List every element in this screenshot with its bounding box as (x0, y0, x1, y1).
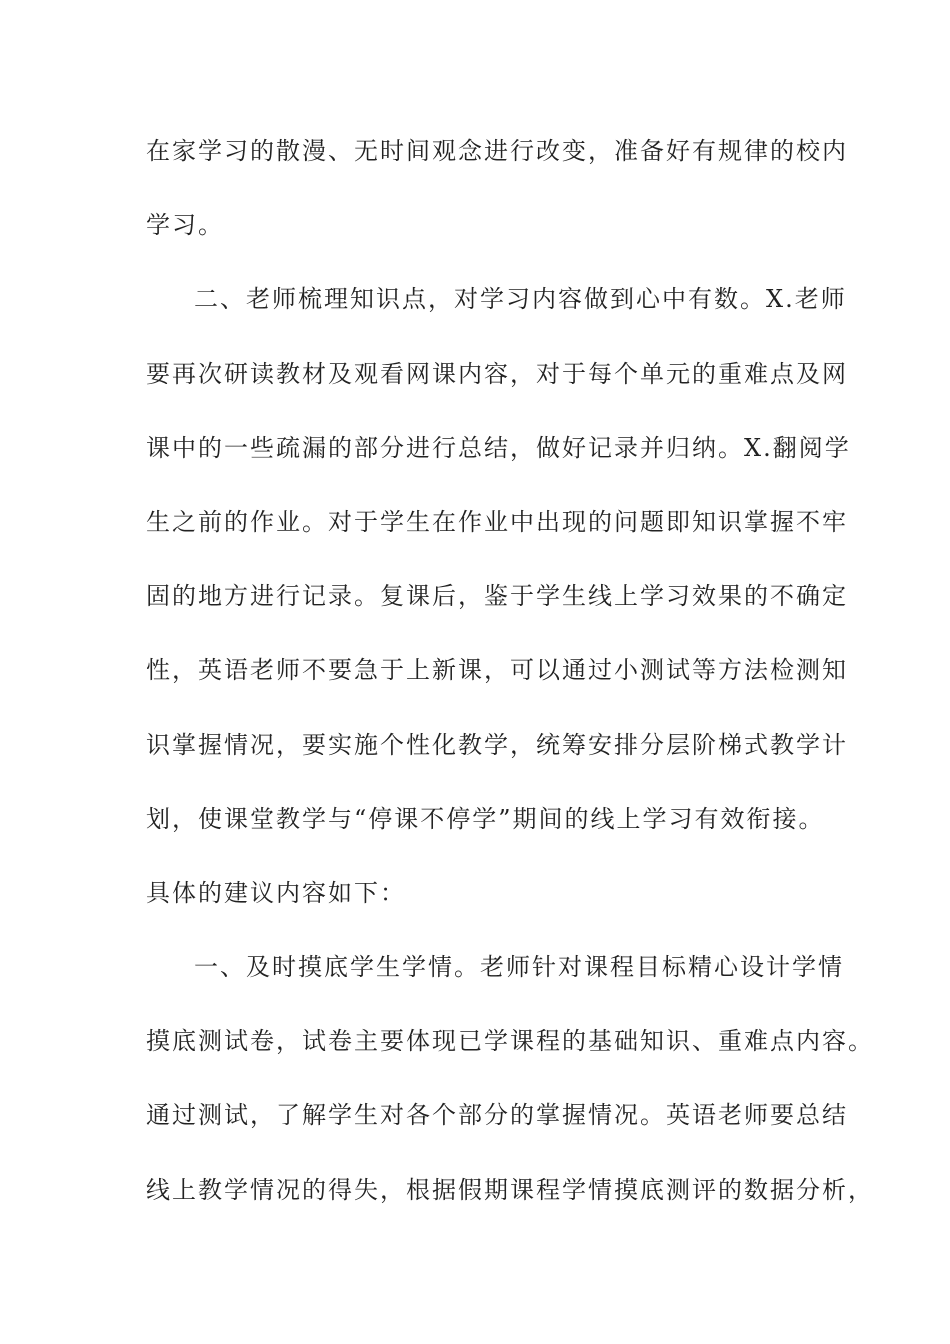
text-line: 一、及时摸底学生学情。老师针对课程目标精心设计学情 (194, 953, 844, 982)
text-line: 性，英语老师不要急于上新课，可以通过小测试等方法检测知 (146, 656, 848, 685)
text-line: 摸底测试卷，试卷主要体现已学课程的基础知识、重难点内容。 (146, 1027, 874, 1056)
text-line: 具体的建议内容如下： (146, 878, 406, 907)
text-line: 识掌握情况，要实施个性化教学，统筹安排分层阶梯式教学计 (146, 730, 848, 759)
text-line: 二、老师梳理知识点，对学习内容做到心中有数。X.老师 (194, 285, 847, 314)
text-line: 学习。 (146, 211, 224, 240)
text-line: 课中的一些疏漏的部分进行总结，做好记录并归纳。X.翻阅学 (146, 433, 851, 462)
text-line: 生之前的作业。对于学生在作业中出现的问题即知识掌握不牢 (146, 507, 848, 536)
text-line: 划，使课堂教学与“停课不停学”期间的线上学习有效衔接。 (146, 804, 825, 833)
text-line: 线上教学情况的得失，根据假期课程学情摸底测评的数据分析， (146, 1175, 874, 1204)
text-line: 固的地方进行记录。复课后，鉴于学生线上学习效果的不确定 (146, 582, 848, 611)
text-line: 在家学习的散漫、无时间观念进行改变，准备好有规律的校内 (146, 137, 848, 165)
body-text (146, 127, 874, 1240)
text-line: 要再次研读教材及观看网课内容，对于每个单元的重难点及网 (146, 359, 848, 388)
text-line: 通过测试，了解学生对各个部分的掌握情况。英语老师要总结 (146, 1101, 848, 1130)
